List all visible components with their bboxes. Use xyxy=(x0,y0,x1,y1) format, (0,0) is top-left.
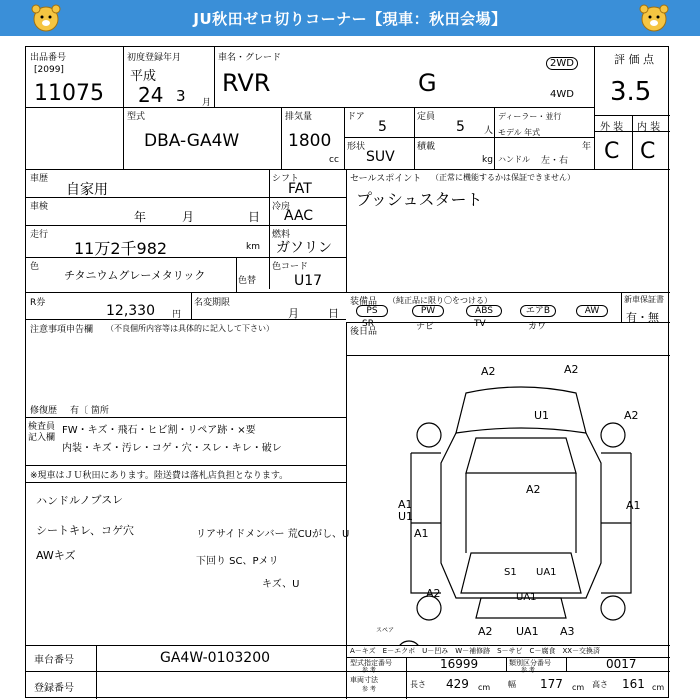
equip-sub: （純正品に限り〇をつける） xyxy=(388,296,492,305)
damage-mark: S1 xyxy=(504,567,517,578)
ac-label: 冷房 xyxy=(272,202,291,212)
dim-sub: 参 考 xyxy=(362,686,376,693)
damage-mark: U1 xyxy=(534,409,550,422)
shift-label: シフト xyxy=(272,174,300,184)
model-label: 車名・グレード xyxy=(218,53,282,63)
equip-leather: カワ xyxy=(528,322,547,332)
fuel-label: 燃料 xyxy=(272,230,291,240)
damage-mark: A2 xyxy=(478,625,493,638)
disclaimer: ※現車はＪＵ秋田にあります。陸送費は落札店負担となります。 xyxy=(30,471,289,481)
color-change-label: 色替 xyxy=(238,276,257,286)
sales-sub: （正常に機能するかは保証できません） xyxy=(431,173,575,182)
mileage-unit: km xyxy=(246,242,260,252)
model-year-unit: 年 xyxy=(582,142,592,152)
type-label: 型式 xyxy=(127,112,146,122)
chassis-label: 車台番号 xyxy=(34,655,74,666)
damage-mark: A2 xyxy=(426,587,441,600)
repair-label: 修復歴 xyxy=(30,406,58,416)
width: 177 xyxy=(540,677,563,691)
drive-2wd: 2WD xyxy=(546,57,578,70)
color-label: 色 xyxy=(30,262,40,272)
shift: FAT xyxy=(288,181,312,197)
fuel: ガソリン xyxy=(276,240,332,256)
equip-tv: TV xyxy=(474,319,486,329)
equip-ps: PS xyxy=(356,305,388,317)
handwritten-note: リアサイドメンバー 荒CUがし、U xyxy=(196,529,350,540)
displacement: 1800 xyxy=(288,131,332,151)
sales-point: プッシュスタート xyxy=(356,190,483,209)
door-label: ドア xyxy=(347,112,365,122)
handwritten-note: シートキレ、コゲ穴 xyxy=(36,524,135,537)
month: 3 xyxy=(176,87,186,105)
color-code: U17 xyxy=(294,273,323,289)
len-label: 長さ xyxy=(410,680,426,689)
handwritten-note: キズ、U xyxy=(262,579,300,590)
tax-month: 月 xyxy=(288,307,299,320)
inspect-month: 月 xyxy=(182,210,195,224)
equip-pw: PW xyxy=(412,305,444,317)
class-label: 類別区分番号 xyxy=(509,659,551,667)
load-label: 積載 xyxy=(417,142,436,152)
cert-label: 型式指定番号 xyxy=(350,659,392,667)
color-code-label: 色コード xyxy=(272,262,309,272)
score: 3.5 xyxy=(610,77,652,107)
checker-label: 検査員記入欄 xyxy=(28,422,56,443)
damage-mark: A2 xyxy=(481,365,496,378)
disp-label: 排気量 xyxy=(285,112,313,122)
check-row-2: 内装・キズ・汚レ・コゲ・穴・スレ・キレ・破レ xyxy=(62,443,282,454)
handle-label: ハンドル xyxy=(498,155,530,164)
int-grade: C xyxy=(640,139,656,164)
equip-abs: ABS xyxy=(466,305,502,317)
equip-sr: SR xyxy=(362,319,374,329)
equip-airbag: エアB xyxy=(520,305,556,317)
equip-label: 装備品 xyxy=(350,297,378,307)
damage-mark: UA1 xyxy=(516,625,539,638)
shape: SUV xyxy=(366,149,395,165)
notes-sub: （不良個所内容等は具体的に記入して下さい） xyxy=(106,324,274,333)
load-unit: kg xyxy=(482,155,493,165)
len-unit: cm xyxy=(478,683,491,692)
wid-label: 幅 xyxy=(508,680,516,689)
r-unit: 円 xyxy=(172,310,182,320)
equip-aw: AW xyxy=(576,305,608,317)
era: 平成 xyxy=(130,69,157,84)
reg-label: 登録番号 xyxy=(34,683,74,694)
ac: AAC xyxy=(284,208,314,224)
sales-label: セールスポイント xyxy=(350,174,422,184)
lot-sub: [2099] xyxy=(34,65,64,75)
inspect-day: 日 xyxy=(248,210,261,224)
handle: 左・右 xyxy=(541,156,569,166)
tax-label: 名変期限 xyxy=(194,298,231,308)
class-sub: 参 考 xyxy=(521,667,535,674)
after-label: 後日品 xyxy=(350,327,378,337)
cert-number: 16999 xyxy=(440,657,479,671)
mileage-label: 走行 xyxy=(30,230,49,240)
repair: 有〔 箇所 xyxy=(70,406,109,416)
damage-mark: A1 U1 xyxy=(398,498,414,523)
tax-day: 日 xyxy=(328,307,339,320)
damage-legend: A－キズ E－エクボ U－凹み W－補修跡 S－サビ C－腐食 XX－交換済 xyxy=(350,647,601,655)
bear-mascot-icon xyxy=(634,3,674,33)
damage-mark: A1 xyxy=(414,527,429,540)
damage-mark: UA1 xyxy=(516,592,537,603)
grade: G xyxy=(418,69,437,97)
check-row-1: FW・キズ・飛石・ヒビ割・リペア跡・×要 xyxy=(62,425,256,436)
disp-unit: cc xyxy=(329,155,339,165)
history-label: 車歴 xyxy=(30,174,49,184)
spare-label: スペア xyxy=(376,627,395,634)
model: RVR xyxy=(222,69,271,97)
int-label: 内 装 xyxy=(637,122,661,133)
chassis-number: GA4W-0103200 xyxy=(160,650,271,666)
drive-4wd: 4WD xyxy=(550,89,574,100)
damage-mark: A2 xyxy=(526,483,541,496)
warranty: 有・無 xyxy=(626,311,659,324)
auction-sheet xyxy=(25,46,669,698)
header-banner xyxy=(0,0,700,36)
type: DBA-GA4W xyxy=(144,131,240,151)
color: チタニウムグレーメタリック xyxy=(64,269,206,282)
ext-label: 外 装 xyxy=(600,122,624,133)
year: 24 xyxy=(138,83,164,107)
lot-number: 11075 xyxy=(34,81,104,106)
handwritten-note: ハンドルノブスレ xyxy=(35,493,124,508)
mileage: 11万2千982 xyxy=(74,239,168,258)
damage-mark: UA1 xyxy=(536,567,557,578)
hgt-unit: cm xyxy=(652,683,665,692)
r-value: 12,330 xyxy=(106,303,155,319)
handwritten-note: AWキズ xyxy=(36,549,76,562)
cert-sub: 参 考 xyxy=(362,667,376,674)
damage-mark: A2 xyxy=(564,363,579,376)
capacity-label: 定員 xyxy=(417,112,436,122)
height: 161 xyxy=(622,677,645,691)
year-label: 初度登録年月 xyxy=(127,53,182,63)
wid-unit: cm xyxy=(572,683,585,692)
shape-label: 形状 xyxy=(347,142,366,152)
lot-label: 出品番号 xyxy=(30,53,67,63)
inspect-label: 車検 xyxy=(30,202,49,212)
hgt-label: 高さ xyxy=(592,680,608,689)
banner-title: JU秋田ゼロ切りコーナー【現車：秋田会場】 xyxy=(193,9,507,28)
score-label: 評 価 点 xyxy=(614,53,654,66)
class-number: 0017 xyxy=(606,657,637,671)
notes-label: 注意事項申告欄 xyxy=(30,325,94,335)
ext-grade: C xyxy=(604,139,620,164)
history: 自家用 xyxy=(66,182,108,198)
length: 429 xyxy=(446,677,469,691)
inspect-year: 年 xyxy=(134,210,147,224)
capacity: 5 xyxy=(456,119,465,135)
warranty-label: 新車保証書 xyxy=(624,295,664,304)
damage-mark: A1 xyxy=(626,499,641,512)
capacity-unit: 人 xyxy=(484,126,494,136)
equip-navi: ナビ xyxy=(416,322,435,332)
damage-mark: A3 xyxy=(560,625,575,638)
handwritten-note: 下回り SC、Pメリ xyxy=(196,556,279,567)
doors: 5 xyxy=(378,119,387,135)
damage-mark: A2 xyxy=(624,409,639,422)
r-label: R券 xyxy=(30,298,46,308)
dealer-label: ディーラー・並行 xyxy=(498,112,562,121)
model-year-label: モデル 年式 xyxy=(498,128,541,137)
dim-label: 車両寸法 xyxy=(350,676,378,684)
bear-mascot-icon xyxy=(26,3,66,33)
month-unit: 月 xyxy=(202,98,212,108)
